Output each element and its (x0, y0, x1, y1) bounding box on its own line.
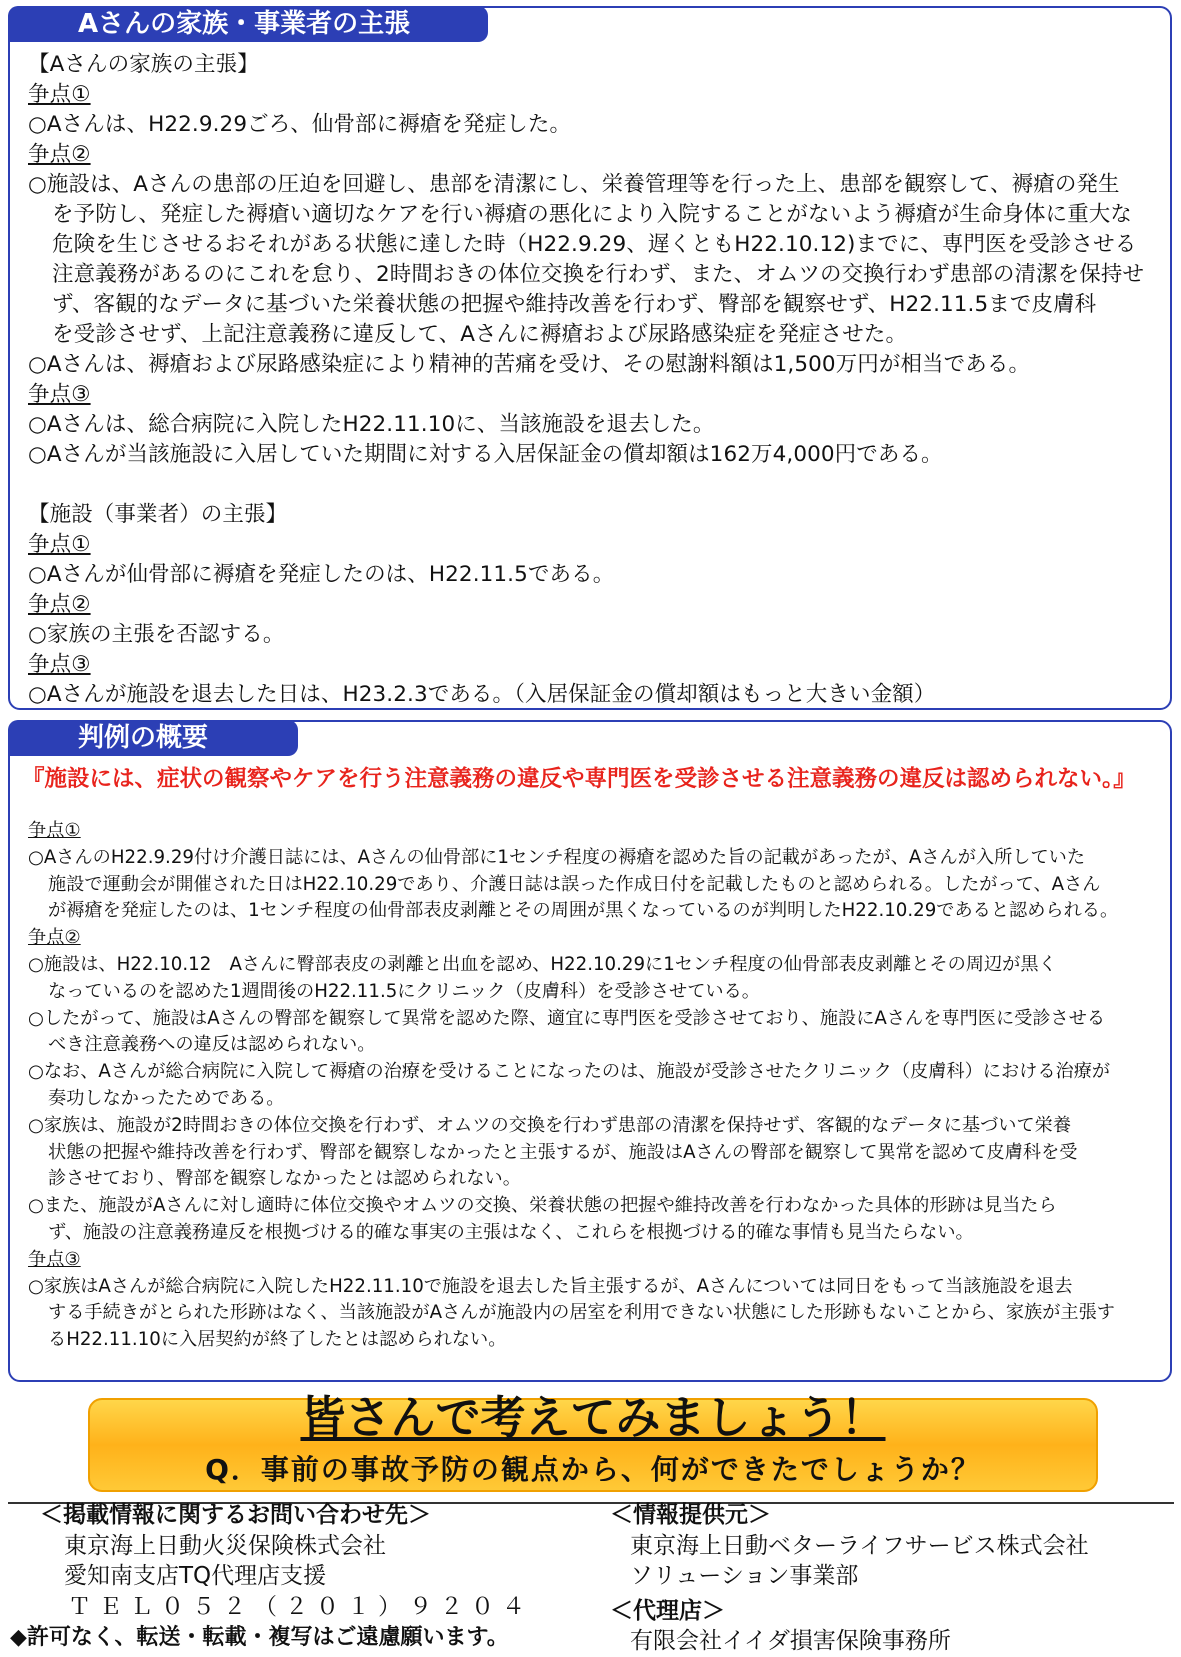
provider-dept: ソリューション事業部 (630, 1563, 859, 1589)
text-line: ○家族の主張を否認する。 (28, 622, 285, 647)
agent-heading: ＜代理店＞ (610, 1597, 725, 1624)
contact-block (40, 1500, 533, 1622)
text-line: 奏功しなかったためである。 (48, 1087, 285, 1109)
text-line: ず、施設の注意義務違反を根拠づける的確な事実の主張はなく、これらを根拠づける的確な事情も見当たらない。 (48, 1221, 974, 1243)
text-line: ず、客観的なデータに基づいた栄養状態の把握や維持改善を行わず、臀部を観察せず、H22.11.5まで皮膚科 (52, 292, 1097, 317)
banner-title: 皆さんで考えてみましょう！ (300, 1391, 886, 1444)
text-line: 注意義務があるのにこれを怠り、2時間おきの体位交換を行わず、また、オムツの交換行わず患部の清潔を保持せ (52, 262, 1145, 287)
issue-heading: 争点③ (28, 1248, 81, 1270)
text-line: ○また、施設がAさんに対し適時に体位交換やオムツの交換、栄養状態の把握や維持改善を行わなかった具体的形跡は見当たら (28, 1195, 1057, 1217)
text-line: 【施設（事業者）の主張】 (28, 502, 288, 527)
text-line: 施設で運動会が開催された日はH22.10.29であり、介護日誌は誤った作成日付を記載したものと認められる。したがって、Aさん (48, 873, 1101, 895)
ruling-headline: 『施設には、症状の観察やケアを行う注意義務の違反や専門医を受診させる注意義務の違反は認められない。』 (22, 766, 1136, 792)
spacer (28, 470, 1162, 500)
text-line: が褥瘡を発症したのは、1センチ程度の仙骨部表皮剥離とその周囲が黒くなっているのが判明したH22.10.29であると認められる。 (48, 900, 1119, 922)
ruling-panel-title: 判例の概要 (8, 720, 298, 756)
text-line: する手続きがとられた形跡はなく、当該施設がAさんが施設内の居室を利用できない状態にした形跡もないことから、家族が主張す (48, 1302, 1115, 1324)
contact-company: 東京海上日動火災保険株式会社 (64, 1532, 386, 1559)
text-line: なっているのを認めた1週間後のH22.11.5にクリニック（皮膚科）を受診させている。 (48, 980, 760, 1002)
text-line: ○Aさんが施設を退去した日は、H23.2.3である。（入居保証金の償却額はもっと大きい金額） (28, 682, 936, 707)
text-line: を予防し、発症した褥瘡い適切なケアを行い褥瘡の悪化により入院することがないよう褥瘡が生命身体に重大な (52, 202, 1133, 227)
claims-panel-title: Aさんの家族・事業者の主張 (8, 6, 488, 42)
text-line: ○Aさんが当該施設に入居していた期間に対する入居保証金の償却額は162万4,000円である。 (28, 442, 943, 467)
issue-heading: 争点③ (28, 382, 91, 407)
text-line: 【Aさんの家族の主張】 (28, 52, 259, 77)
issue-heading: 争点① (28, 82, 91, 107)
contact-branch: 愛知南支店TQ代理店支援 (64, 1563, 327, 1589)
issue-heading: 争点② (28, 927, 81, 949)
claims-panel (8, 6, 1172, 710)
text-line: ○施設は、H22.10.12 Aさんに臀部表皮の剥離と出血を認め、H22.10.29に1センチ程度の仙骨部表皮剥離とその周辺が黒く (28, 953, 1057, 975)
provider-heading: ＜情報提供元＞ (610, 1502, 771, 1528)
text-line: を受診させず、上記注意義務に違反して、Aさんに褥瘡および尿路感染症を発症させた。 (52, 322, 908, 347)
issue-heading: 争点① (28, 532, 91, 557)
issue-heading: 争点② (28, 142, 91, 167)
text-line: ○Aさんが仙骨部に褥瘡を発症したのは、H22.11.5である。 (28, 562, 615, 587)
provider-block (610, 1500, 1089, 1657)
text-line: ○施設は、Aさんの患部の圧迫を回避し、患部を清潔にし、栄養管理等を行った上、患部を観察して、褥瘡の発生 (28, 172, 1120, 197)
text-line: ○家族は、施設が2時間おきの体位交換を行わず、オムツの交換を行わず患部の清潔を保持せず、客観的なデータに基づいて栄養 (28, 1114, 1072, 1136)
contact-heading: ＜掲載情報に関するお問い合わせ先＞ (40, 1502, 431, 1528)
contact-tel: ＴＥＬ０５２（２０１）９２０４ (68, 1593, 533, 1620)
question-banner (88, 1391, 1098, 1492)
text-line: ○AさんのH22.9.29付け介護日誌には、Aさんの仙骨部に1センチ程度の褥瘡を認めた旨の記載があったが、Aさんが入所していた (28, 846, 1086, 868)
text-line: るH22.11.10に入居契約が終了したとは認められない。 (48, 1329, 507, 1351)
provider-company: 東京海上日動ベターライフサービス株式会社 (630, 1532, 1089, 1559)
text-line: ○Aさんは、総合病院に入院したH22.11.10に、当該施設を退去した。 (28, 412, 715, 437)
text-line: 危険を生じさせるおそれがある状態に達した時（H22.9.29、遅くともH22.10.12)までに、専門医を受診させる (52, 232, 1137, 257)
banner-question: Q．事前の事故予防の観点から、何ができたでしょうか？ (205, 1453, 981, 1486)
text-line: 診させており、臀部を観察しなかったとは認められない。 (48, 1168, 521, 1190)
ruling-panel (8, 720, 1172, 1382)
text-line: ○したがって、施設はAさんの臀部を観察して異常を認めた際、適宜に専門医を受診させており、施設にAさんを専門医に受診させる (28, 1007, 1106, 1029)
text-line: ○なお、Aさんが総合病院に入院して褥瘡の治療を受けることになったのは、施設が受診させたクリニック（皮膚科）における治療が (28, 1061, 1111, 1083)
claims-text (28, 50, 1162, 710)
copyright-notice: ◆許可なく、転送・転載・複写はご遠慮願います。 (10, 1625, 509, 1650)
text-line: ○家族はAさんが総合病院に入院したH22.11.10で施設を退去した旨主張するが、Aさんについては同日をもって当該施設を退去 (28, 1275, 1073, 1297)
agent-name: 有限会社イイダ損害保険事務所 (630, 1628, 951, 1654)
issue-heading: 争点② (28, 592, 91, 617)
issue-heading: 争点③ (28, 652, 91, 677)
text-line: ○Aさんは、褥瘡および尿路感染症により精神的苦痛を受け、その慰謝料額は1,500万円が相当である。 (28, 352, 1031, 377)
issue-heading: 争点① (28, 820, 81, 841)
ruling-text (28, 818, 1164, 1354)
text-line: べき注意義務への違反は認められない。 (48, 1034, 376, 1056)
text-line: ○Aさんは、H22.9.29ごろ、仙骨部に褥瘡を発症した。 (28, 112, 572, 137)
text-line: 状態の把握や維持改善を行わず、臀部を観察しなかったと主張するが、施設はAさんの臀部を観察して異常を認めて皮膚科を受 (48, 1141, 1078, 1163)
